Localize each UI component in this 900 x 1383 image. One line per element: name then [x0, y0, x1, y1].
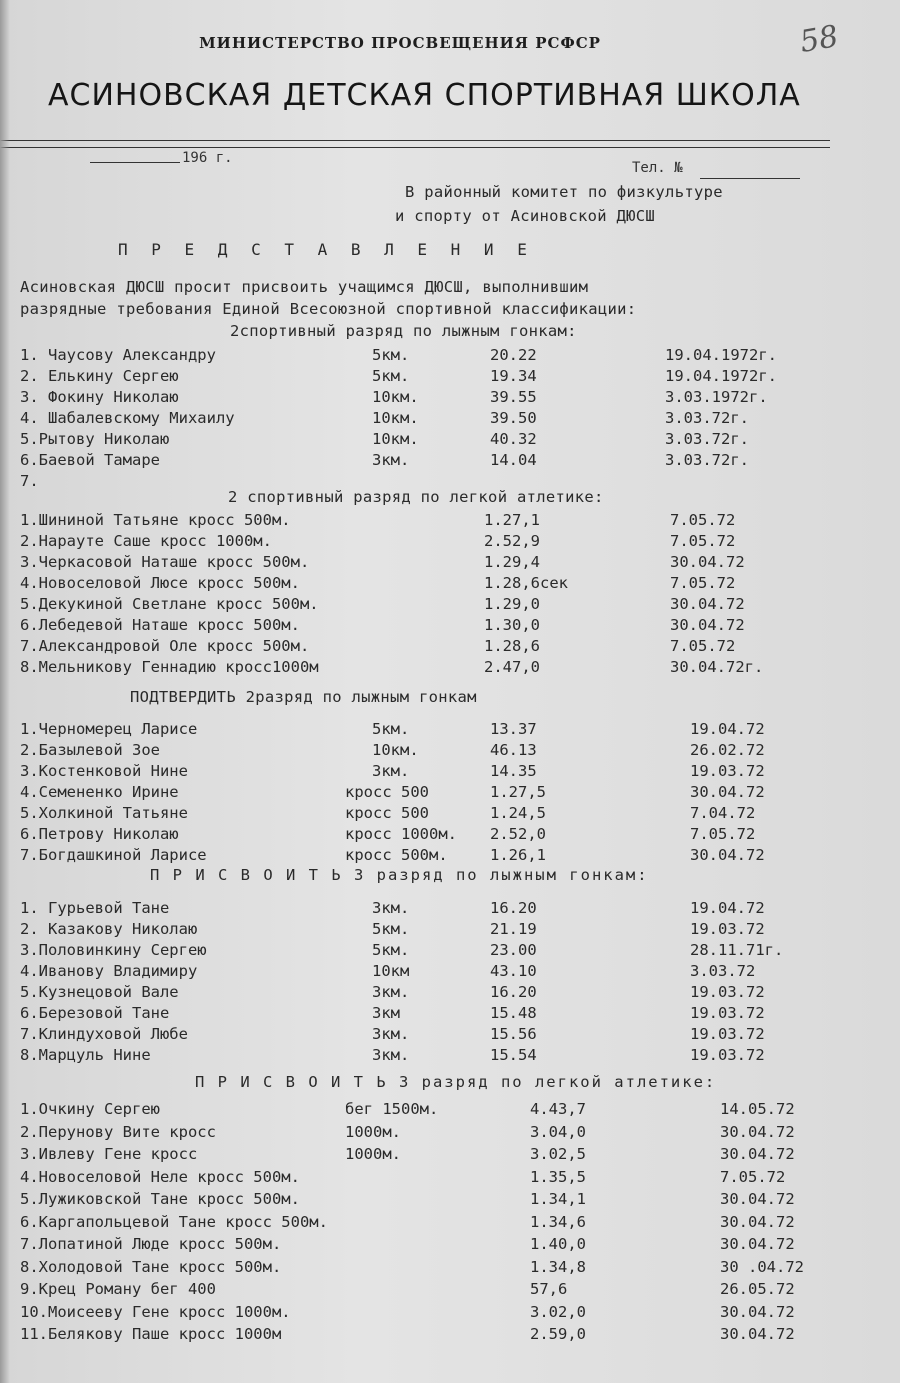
event-result: 16.20 — [490, 983, 537, 1001]
date-underline — [90, 162, 180, 163]
event-distance: 3км. — [372, 1046, 410, 1064]
event-date: 19.04.1972г. — [665, 346, 777, 364]
nominee-name: 4.Семененко Ирине — [20, 783, 179, 801]
nominee-row — [0, 346, 900, 366]
nominee-row — [0, 1123, 900, 1143]
event-date: 3.03.72г. — [665, 430, 749, 448]
nominee-name: 4.Иванову Владимиру — [20, 962, 198, 980]
intro-line-1: Асиновская ДЮСШ просит присвоить учащимся ДЮСШ, выполнившим — [20, 278, 589, 296]
nominee-row — [0, 1168, 900, 1188]
section-heading: П Р И С В О И Т Ь 3 разряд по лыжным гонкам: — [150, 866, 649, 884]
event-date: 7.05.72 — [670, 511, 736, 529]
event-date: 3.03.72г. — [665, 409, 749, 427]
event-date: 30.04.72 — [720, 1122, 795, 1141]
event-result: 19.34 — [490, 367, 537, 385]
nominee-name: 7. — [20, 472, 39, 490]
event-result: 3.04,0 — [530, 1122, 586, 1141]
nominee-name: 1. Гурьевой Тане — [20, 899, 170, 917]
event-date: 30.04.72 — [720, 1302, 795, 1321]
event-result: 1.35,5 — [530, 1167, 586, 1186]
nominee-row — [0, 783, 900, 803]
document-title: П Р Е Д С Т А В Л Е Н И Е — [118, 240, 534, 259]
section-heading: 2 спортивный разряд по легкой атлетике: — [228, 488, 604, 506]
nominee-row — [0, 532, 900, 552]
nominee-row — [0, 1258, 900, 1278]
nominee-row — [0, 574, 900, 594]
nominee-name: 10.Моисееву Гене кросс 1000м. — [20, 1302, 291, 1321]
nominee-name: 3.Черкасовой Наташе кросс 500м. — [20, 553, 310, 571]
nominee-name: 4. Шабалевскому Михаилу — [20, 409, 235, 427]
event-date: 7.05.72 — [670, 637, 736, 655]
event-distance: 1000м. — [345, 1122, 401, 1141]
nominee-name: 6.Петрову Николаю — [20, 825, 179, 843]
nominee-name: 1.Шининой Татьяне кросс 500м. — [20, 511, 291, 529]
header-rule-double — [0, 147, 830, 148]
event-result: 15.54 — [490, 1046, 537, 1064]
event-result: 1.27,1 — [484, 511, 540, 529]
section-heading: П Р И С В О И Т Ь 3 разряд по легкой атлетике: — [195, 1073, 717, 1091]
nominee-name: 7.Клиндуховой Любе — [20, 1025, 188, 1043]
date-year: 196 г. — [182, 150, 233, 166]
nominee-name: 5.Рытову Николаю — [20, 430, 170, 448]
event-date: 19.04.72 — [690, 720, 765, 738]
event-result: 15.56 — [490, 1025, 537, 1043]
event-date: 26.02.72 — [690, 741, 765, 759]
event-distance: 10км. — [372, 741, 419, 759]
nominee-name: 1.Черномерец Ларисе — [20, 720, 198, 738]
nominee-row — [0, 1325, 900, 1345]
event-distance: 3км. — [372, 899, 410, 917]
event-distance: кросс 1000м. — [345, 825, 457, 843]
nominee-row — [0, 825, 900, 845]
event-date: 30 .04.72 — [720, 1257, 804, 1276]
nominee-name: 4.Новоселовой Люсе кросс 500м. — [20, 574, 300, 592]
event-distance: 10км — [372, 962, 410, 980]
event-result: 3.02,5 — [530, 1145, 586, 1163]
event-result: 46.13 — [490, 741, 537, 759]
event-distance: 10км. — [372, 409, 419, 427]
event-result: 1.34,6 — [530, 1212, 586, 1231]
nominee-name: 7.Александровой Оле кросс 500м. — [20, 637, 310, 655]
event-date: 19.03.72 — [690, 1025, 765, 1043]
nominee-row — [0, 430, 900, 450]
header-rule — [0, 140, 830, 141]
nominee-name: 8.Мельникову Геннадию кросс1000м — [20, 658, 319, 676]
event-date: 28.11.71г. — [690, 941, 784, 959]
event-distance: 3км. — [372, 1025, 410, 1043]
nominee-name: 4.Новоселовой Неле кросс 500м. — [20, 1167, 300, 1186]
section-heading: 2спортивный разряд по лыжным гонкам: — [230, 322, 577, 340]
event-result: 2.59,0 — [530, 1325, 586, 1343]
event-date: 26.05.72 — [720, 1280, 795, 1298]
nominee-row — [0, 762, 900, 782]
event-result: 1.34,8 — [530, 1257, 586, 1276]
nominee-row — [0, 983, 900, 1003]
section-heading: ПОДТВЕРДИТЬ 2разряд по лыжным гонкам — [130, 688, 477, 706]
nominee-name: 3.Половинкину Сергею — [20, 941, 207, 959]
nominee-name: 2. Казакову Николаю — [20, 920, 198, 938]
event-result: 39.55 — [490, 388, 537, 406]
event-date: 7.05.72 — [670, 532, 736, 550]
event-result: 1.28,6сек — [484, 574, 568, 592]
nominee-row — [0, 1235, 900, 1255]
event-result: 43.10 — [490, 962, 537, 980]
nominee-name: 2. Елькину Сергею — [20, 367, 179, 385]
event-distance: 3км. — [372, 983, 410, 1001]
nominee-row — [0, 1046, 900, 1066]
event-distance: 10км. — [372, 388, 419, 406]
nominee-row — [0, 637, 900, 657]
nominee-name: 1. Чаусову Александру — [20, 346, 216, 364]
event-date: 14.05.72 — [720, 1100, 795, 1118]
event-distance: 3км. — [372, 762, 410, 780]
event-distance: бег 1500м. — [345, 1100, 439, 1118]
nominee-row — [0, 1025, 900, 1045]
nominee-row — [0, 804, 900, 824]
nominee-row — [0, 1004, 900, 1024]
ministry-title: МИНИСТЕРСТВО ПРОСВЕЩЕНИЯ РСФСР — [199, 34, 601, 52]
school-title: АСИНОВСКАЯ ДЕТСКАЯ СПОРТИВНАЯ ШКОЛА — [48, 78, 801, 113]
event-result: 57,6 — [530, 1280, 568, 1298]
event-date: 30.04.72 — [670, 595, 745, 613]
event-date: 19.03.72 — [690, 983, 765, 1001]
event-date: 30.04.72 — [720, 1212, 795, 1231]
nominee-row — [0, 1145, 900, 1165]
nominee-row — [0, 409, 900, 429]
event-result: 1.28,6 — [484, 637, 540, 655]
tel-underline — [700, 178, 800, 179]
nominee-row — [0, 658, 900, 678]
event-result: 20.22 — [490, 346, 537, 364]
event-result: 21.19 — [490, 920, 537, 938]
event-result: 1.26,1 — [490, 846, 546, 864]
nominee-name: 2.Нарауте Саше кросс 1000м. — [20, 532, 272, 550]
nominee-name: 3.Костенковой Нине — [20, 762, 188, 780]
nominee-name: 1.Очкину Сергею — [20, 1100, 160, 1118]
nominee-name: 9.Крец Роману бег 400 — [20, 1280, 216, 1298]
event-result: 23.00 — [490, 941, 537, 959]
event-result: 1.24,5 — [490, 804, 546, 822]
nominee-row — [0, 1190, 900, 1210]
nominee-name: 5.Кузнецовой Вале — [20, 983, 179, 1001]
event-result: 2.52,0 — [490, 825, 546, 843]
event-result: 4.43,7 — [530, 1100, 586, 1118]
nominee-row — [0, 1303, 900, 1323]
event-result: 2.47,0 — [484, 658, 540, 676]
nominee-name: 7.Богдашкиной Ларисе — [20, 846, 207, 864]
event-date: 7.05.72 — [720, 1167, 786, 1186]
event-result: 1.30,0 — [484, 616, 540, 634]
nominee-row — [0, 941, 900, 961]
event-distance: 5км. — [372, 941, 410, 959]
event-date: 30.04.72 — [720, 1190, 795, 1208]
nominee-row — [0, 1280, 900, 1300]
nominee-row — [0, 367, 900, 387]
nominee-row — [0, 741, 900, 761]
event-distance: 10км. — [372, 430, 419, 448]
nominee-row — [0, 720, 900, 740]
event-date: 30.04.72 — [690, 846, 765, 864]
nominee-name: 5.Лужиковской Тане кросс 500м. — [20, 1190, 300, 1208]
address-line-1: В районный комитет по физкультуре — [405, 183, 723, 201]
event-distance: кросс 500 — [345, 804, 429, 822]
event-result: 14.04 — [490, 451, 537, 469]
event-date: 19.03.72 — [690, 1046, 765, 1064]
address-line-2: и спорту от Асиновской ДЮСШ — [395, 207, 656, 225]
nominee-name: 2.Базылевой Зое — [20, 741, 160, 759]
event-result: 16.20 — [490, 899, 537, 917]
nominee-row — [0, 511, 900, 531]
event-result: 2.52,9 — [484, 532, 540, 550]
nominee-name: 8.Марцуль Нине — [20, 1046, 151, 1064]
nominee-row — [0, 1213, 900, 1233]
event-date: 3.03.1972г. — [665, 388, 768, 406]
event-result: 40.32 — [490, 430, 537, 448]
event-date: 30.04.72 — [670, 553, 745, 571]
nominee-name: 6.Каргапольцевой Тане кросс 500м. — [20, 1212, 328, 1231]
nominee-name: 11.Белякову Паше кросс 1000м — [20, 1325, 282, 1343]
event-result: 15.48 — [490, 1004, 537, 1022]
event-result: 14.35 — [490, 762, 537, 780]
nominee-row — [0, 388, 900, 408]
event-distance: 5км. — [372, 920, 410, 938]
event-date: 30.04.72 — [720, 1325, 795, 1343]
nominee-row — [0, 616, 900, 636]
nominee-name: 5.Холкиной Татьяне — [20, 804, 188, 822]
nominee-row — [0, 1100, 900, 1120]
event-date: 19.04.72 — [690, 899, 765, 917]
event-date: 7.04.72 — [690, 804, 756, 822]
event-result: 1.29,4 — [484, 553, 540, 571]
event-distance: кросс 500 — [345, 783, 429, 801]
event-distance: 5км. — [372, 346, 410, 364]
event-date: 7.05.72 — [690, 825, 756, 843]
event-date: 30.04.72 — [670, 616, 745, 634]
event-result: 3.02,0 — [530, 1302, 586, 1321]
nominee-row — [0, 899, 900, 919]
event-date: 30.04.72 — [720, 1145, 795, 1163]
event-date: 19.03.72 — [690, 920, 765, 938]
nominee-name: 5.Декукиной Светлане кросс 500м. — [20, 595, 319, 613]
nominee-name: 7.Лопатиной Люде кросс 500м. — [20, 1235, 282, 1253]
event-result: 1.34,1 — [530, 1190, 586, 1208]
nominee-name: 6.Лебедевой Наташе кросс 500м. — [20, 616, 300, 634]
event-distance: кросс 500м. — [345, 846, 448, 864]
event-distance: 1000м. — [345, 1145, 401, 1163]
event-distance: 3км. — [372, 451, 410, 469]
event-date: 19.03.72 — [690, 762, 765, 780]
nominee-row — [0, 451, 900, 471]
event-result: 1.29,0 — [484, 595, 540, 613]
nominee-name: 2.Перунову Вите кросс — [20, 1122, 216, 1141]
nominee-row — [0, 962, 900, 982]
nominee-name: 6.Березовой Тане — [20, 1004, 170, 1022]
event-date: 30.04.72 — [720, 1235, 795, 1253]
intro-line-2: разрядные требования Единой Всесоюзной спортивной классификации: — [20, 300, 637, 318]
nominee-name: 8.Холодовой Тане кросс 500м. — [20, 1257, 282, 1276]
event-distance: 3км — [372, 1004, 400, 1022]
event-date: 7.05.72 — [670, 574, 736, 592]
event-date: 19.04.1972г. — [665, 367, 777, 385]
nominee-name: 3. Фокину Николаю — [20, 388, 179, 406]
event-date: 3.03.72 — [690, 962, 756, 980]
event-result: 1.40,0 — [530, 1235, 586, 1253]
event-distance: 5км. — [372, 720, 410, 738]
nominee-row — [0, 595, 900, 615]
nominee-name: 6.Баевой Тамаре — [20, 451, 160, 469]
event-date: 3.03.72г. — [665, 451, 749, 469]
event-result: 39.50 — [490, 409, 537, 427]
event-date: 30.04.72 — [690, 783, 765, 801]
nominee-row — [0, 920, 900, 940]
event-date: 19.03.72 — [690, 1004, 765, 1022]
tel-label: Тел. № — [632, 160, 683, 176]
event-result: 1.27,5 — [490, 783, 546, 801]
event-distance: 5км. — [372, 367, 410, 385]
nominee-row — [0, 846, 900, 866]
nominee-row — [0, 553, 900, 573]
event-result: 13.37 — [490, 720, 537, 738]
event-date: 30.04.72г. — [670, 658, 764, 676]
nominee-name: 3.Ивлеву Гене кросс — [20, 1145, 198, 1163]
page-number: 58 — [797, 18, 841, 61]
